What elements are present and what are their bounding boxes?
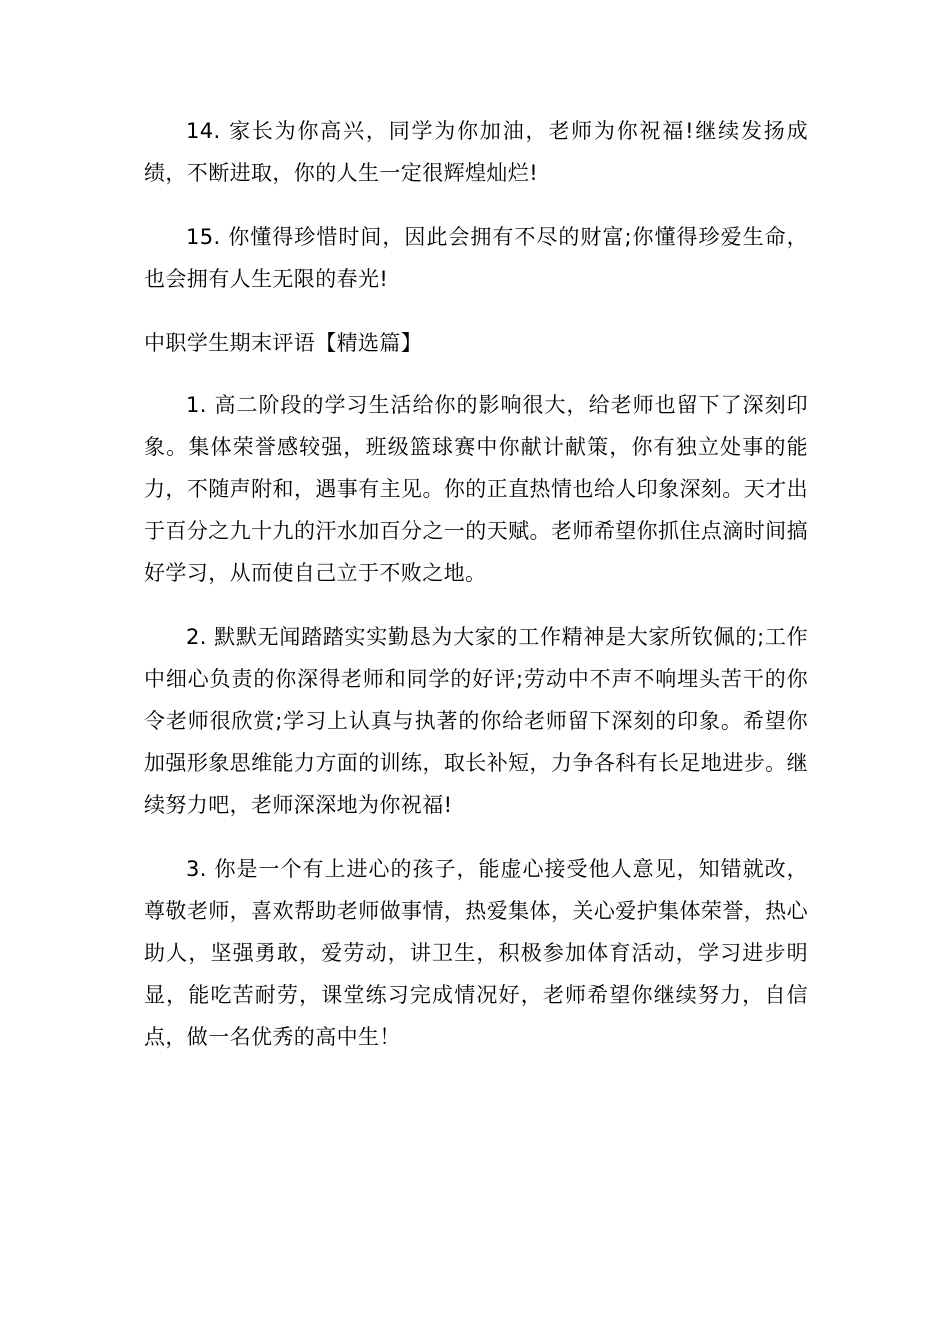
comment-paragraph-1: 1. 高二阶段的学习生活给你的影响很大，给老师也留下了深刻印象。集体荣誉感较强，班级篮球赛中你献计献策，你有独立处事的能力，不随声附和，遇事有主见。你的正直热情也给人印象深刻。天才出于百分之九十九的汗水加百分之一的天赋。老师希望你抓住点滴时间搞好学习，从而使自己立于不败之地。 [144,393,808,585]
comment-paragraph-15: 15. 你懂得珍惜时间，因此会拥有不尽的财富;你懂得珍爱生命，也会拥有人生无限的春光! [144,225,808,291]
comment-paragraph-2: 2. 默默无闻踏踏实实勤恳为大家的工作精神是大家所钦佩的;工作中细心负责的你深得老师和同学的好评;劳动中不声不响埋头苦干的你令老师很欣赏;学习上认真与执著的你给老师留下深刻的印象。希望你加强形象思维能力方面的训练，取长补短，力争各科有长足地进步。继续努力吧，老师深深地为你祝福! [144,625,808,817]
section-heading: 中职学生期末评语【精选篇】 [144,331,423,355]
comment-paragraph-3: 3. 你是一个有上进心的孩子，能虚心接受他人意见，知错就改，尊敬老师，喜欢帮助老师做事情，热爱集体，关心爱护集体荣誉，热心助人，坚强勇敢，爱劳动，讲卫生，积极参加体育活动，学习进步明显，能吃苦耐劳，课堂练习完成情况好，老师希望你继续努力，自信点，做一名优秀的高中生！ [144,857,808,1049]
comment-paragraph-14: 14. 家长为你高兴，同学为你加油，老师为你祝福!继续发扬成绩，不断进取，你的人生一定很辉煌灿烂! [144,119,808,185]
